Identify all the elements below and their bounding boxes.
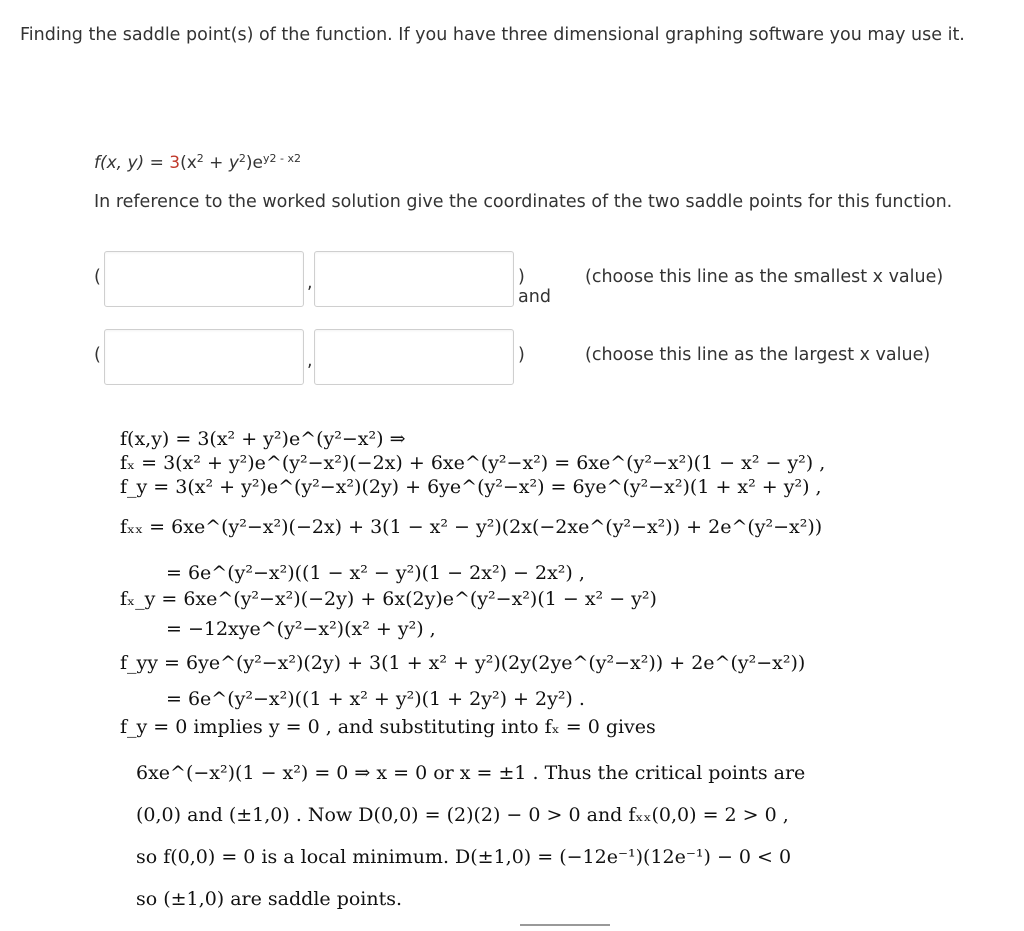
comma: , [307, 351, 313, 371]
solution-line-3: f_y = 3(x² + y²)e^(y²−x²)(2y) + 6ye^(y²−x²) = 6ye^(y²−x²)(1 + x² + y²) , [120, 476, 822, 498]
comma: , [307, 273, 313, 293]
solution-line-7: = −12xye^(y²−x²)(x² + y²) , [166, 618, 436, 640]
open-paren: ( [94, 267, 101, 287]
row-note: (choose this line as the largest x value) [585, 345, 931, 365]
function-exp2: 2 [238, 152, 246, 165]
solution-line-14: so (±1,0) are saddle points. [136, 888, 403, 910]
saddle2-y-input[interactable] [314, 329, 514, 385]
solution-line-8: f_yy = 6ye^(y²−x²)(2y) + 3(1 + x² + y²)(2y(2ye^(y²−x²)) + 2e^(y²−x²)) [120, 652, 806, 674]
question-intro: Finding the saddle point(s) of the function. If you have three dimensional graphing software you may use it. [20, 25, 965, 45]
close-paren-and: ) and [518, 267, 551, 307]
solution-line-5: = 6e^(y²−x²)((1 − x² − y²)(1 − 2x²) − 2x²) , [166, 562, 585, 584]
solution-line-2: fₓ = 3(x² + y²)e^(y²−x²)(−2x) + 6xe^(y²−x²) = 6xe^(y²−x²)(1 − x² − y²) , [120, 452, 826, 474]
open-paren: ( [94, 345, 101, 365]
row-note: (choose this line as the smallest x value) [585, 267, 944, 287]
reference-instruction: In reference to the worked solution give the coordinates of the two saddle points for this function. [94, 192, 953, 212]
close-paren: ) [518, 345, 525, 365]
solution-line-9: = 6e^(y²−x²)((1 + x² + y²)(1 + 2y²) + 2y²) . [166, 688, 585, 710]
solution-line-10: f_y = 0 implies y = 0 , and substituting into fₓ = 0 gives [120, 716, 656, 738]
function-exp-e: y2 - x2 [262, 152, 301, 165]
function-lhs: f(x, y) = [94, 153, 170, 173]
function-plus: + y [203, 153, 239, 173]
function-definition [94, 152, 301, 173]
saddle1-x-input[interactable] [104, 251, 304, 307]
solution-line-12: (0,0) and (±1,0) . Now D(0,0) = (2)(2) − 0 > 0 and fₓₓ(0,0) = 2 > 0 , [136, 804, 789, 826]
function-exp1: 2 [196, 152, 204, 165]
function-rest: (x [180, 153, 197, 173]
solution-line-13: so f(0,0) = 0 is a local minimum. D(±1,0) = (−12e⁻¹)(12e⁻¹) − 0 < 0 [136, 846, 792, 868]
solution-line-11: 6xe^(−x²)(1 − x²) = 0 ⇒ x = 0 or x = ±1 . Thus the critical points are [136, 762, 806, 784]
function-close: )e [245, 153, 263, 173]
saddle1-y-input[interactable] [314, 251, 514, 307]
function-coefficient: 3 [169, 153, 181, 173]
solution-line-6: fₓ_y = 6xe^(y²−x²)(−2y) + 6x(2y)e^(y²−x²)(1 − x² − y²) [120, 588, 657, 610]
worked-solution [120, 428, 880, 916]
divider [520, 924, 610, 926]
solution-line-1: f(x,y) = 3(x² + y²)e^(y²−x²) ⇒ [120, 428, 406, 450]
saddle2-x-input[interactable] [104, 329, 304, 385]
solution-line-4: fₓₓ = 6xe^(y²−x²)(−2x) + 3(1 − x² − y²)(2x(−2xe^(y²−x²)) + 2e^(y²−x²)) [120, 516, 823, 538]
